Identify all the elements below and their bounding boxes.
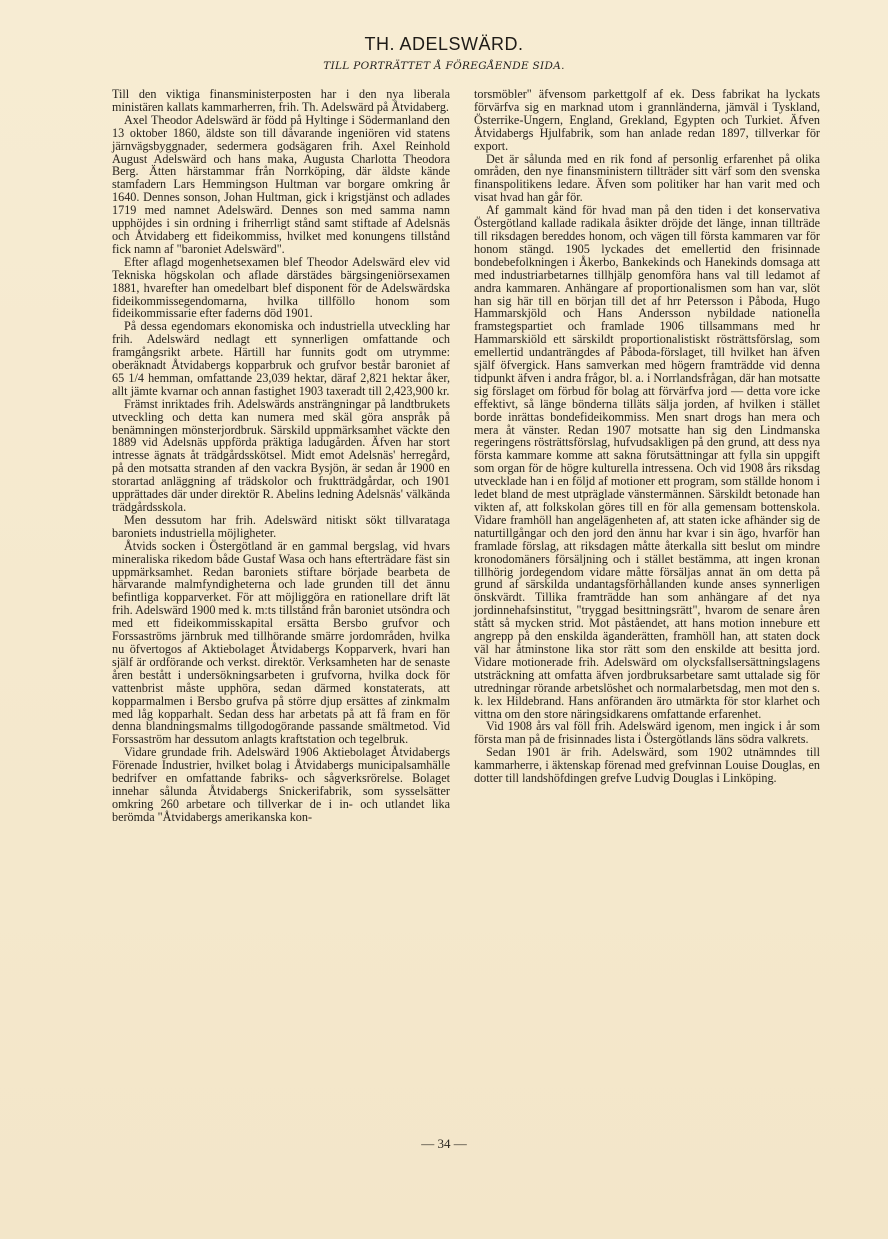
page-subtitle: TILL PORTRÄTTET Å FÖREGÅENDE SIDA.	[323, 60, 565, 72]
paragraph: Det är sålunda med en rik fond af personlig erfarenhet på olika områden, den nye finansministern tillträder sitt värf som den svenska finanspolitikens ledare. Äfven som politiker har han varit med och visat hvad han går för.	[474, 151, 820, 205]
paragraph: Åtvids socken i Östergötland är en gammal bergslag, vid hvars mineraliska rikedom både Gustaf Wasa och hans efterträdare fäst sin uppmärksamhet. Redan baroniets stiftare började bearbeta de härvarande malmfyndigheterna och lade grunden till det ännu befintliga kopparverket. För att möjliggöra en rationellare drift lät frih. Adelswärd 1900 med k. m:ts tillstånd från baroniet utsöndra och med ett fideikommisskapital ersätta Bersbo grufvor och Forssaströms järnbruk med tillhörande smärre jordområden, hvilka nu öfvertogos af Aktiebolaget Åtvidabergs Kopparverk, hvari han själf är ordförande och verkst. direktör. Verksamheten har de senaste åren bestått i undersökningsarbeten i grufvorna, hvilka dock för vattenbrist måste upphöra, sedan därmed konstaterats, att kopparmalmen i Bersbo grufva på större djup ersättes af zinkmalm med låg kopparhalt. Sedan dess har arbetats på att få fram en för denna blandningsmalms tillgodogörande passande smältmetod. Vid Forssaström har dessutom anlagts kraftstation och tegelbruk.	[112, 538, 450, 747]
paragraph: Efter aflagd mogenhetsexamen blef Theodor Adelswärd elev vid Tekniska högskolan och aflade därstädes bärgsingeniörsexamen 1881, hvarefter han omedelbart blef disponent för de Adelswärdska fideikommissegendomarna, hvilka tillföllo honom som fideikommissarie efter faderns död 1901.	[112, 254, 450, 321]
paragraph: Vid 1908 års val föll frih. Adelswärd igenom, men ingick i år som första man på de frisinnades lista i Östergötlands läns södra valkrets.	[474, 719, 820, 747]
paragraph: Sedan 1901 är frih. Adelswärd, som 1902 utnämndes till kammarherre, i äktenskap förenad med grefvinnan Louise Douglas, en dotter till landshöfdingen grefve Ludvig Douglas i Linköping.	[474, 745, 820, 786]
page-number: — 34 —	[421, 1136, 467, 1151]
left-column	[112, 88, 450, 824]
paragraph: Axel Theodor Adelswärd är född på Hyltinge i Södermanland den 13 oktober 1860, äldste son till dåvarande ingeniören vid statens järnvägsbyggnader, sedermera godsägaren frih. Axel Reinhold August Adelswärd och hans maka, Augusta Charlotta Theodora Berg. Ätten härstammar från Norrköping, där äldste kände stamfadern Lars Hemmingson Hultman var borgare omkring år 1640. Dennes sonson, Johan Hultman, gick i krigstjänst och adlades 1719 med namnet Adelswärd. Dennes son med samma namn upphöjdes i sin ordning i friherrligt stånd samt stiftade af Adelsnäs och Åtvidaberg ett fideikommiss, hvilket med konungens tillstånd fick namn af "baroniet Adelswärd".	[112, 112, 450, 256]
paragraph: Till den viktiga finansministerposten har i den nya liberala ministären kallats kammarherren, frih. Th. Adelswärd på Åtvidaberg.	[112, 87, 450, 114]
paragraph: Vidare grundade frih. Adelswärd 1906 Aktiebolaget Åtvidabergs Förenade Industrier, hvilket bolag i Åtvidabergs municipalsamhälle bedrifver en omfattande fabriks- och sågverksrörelse. Bolaget innehar sålunda Åtvidabergs Snickerifabrik, som sysselsätter omkring 260 arbetare och tillverkar de i in- och utlandet lika berömda "Åtvidabergs amerikanska kon-	[112, 745, 450, 824]
right-column	[474, 88, 820, 785]
paragraph: Främst inriktades frih. Adelswärds ansträngningar på landtbrukets utveckling och detta kan numera med skäl göra anspråk på benämningen mönsterjordbruk. Särskild uppmärksamhet väckte den 1889 vid Adelsnäs uppförda präktiga ladugården. Äfven har stort intresse ägnats åt trädgårdsskötsel. Midt emot Adelsnäs' herregård, på den motsatta stranden af den vackra Bysjön, är sedan år 1900 en storartad anläggning af trädskolor och fruktträdgårdar, och 1901 upprättades där under direktör R. Abelins ledning Adelsnäs' välkända trädgårdsskola.	[112, 396, 450, 514]
paragraph: Men dessutom har frih. Adelswärd nitiskt sökt tillvarataga baroniets industriella möjligheter.	[112, 512, 450, 540]
paragraph: På dessa egendomars ekonomiska och industriella utveckling har frih. Adelswärd nedlagt ett synnerligen omfattande och framgångsrikt arbete. Härtill har funnits godt om utrymme: oberäknadt Åtvidabergs kopparbruk och grufvor består baroniet af 65 1/4 hemman, omfattande 23,039 hektar, däraf 2,821 hektar åker, allt jämte kvarnar och annan fastighet 1903 taxeradt till 2,423,900 kr.	[112, 319, 450, 398]
paragraph: Af gammalt känd för hvad man på den tiden i det konservativa Östergötland kallade radikala åsikter dröjde det länge, innan tillträde till riksdagen bereddes honom, och vägen till första kammaren var för honom stängd. 1905 lyckades det emellertid den frisinnade bondebefolkningen i Åkerbo, Bankekinds och Hanekinds domsaga att med industriarbetarnes tillhjälp genomföra hans val till ledamot af andra kammaren. Anhängare af proportionalismen som han var, slöt han sig här till en början till det af hrr Petersson i Påboda, Hugo Hammarskjöld och Hans Andersson nybildade nationella framstegspartiet och framlade 1906 tillsammans med hr Hammarskiöld ett särskildt proportionalistiskt rösträttsförslag, som emellertid undanträngdes af Påboda-förslaget, till hvilket han äfven själf öfvergick. Hans samverkan med högern framträdde vid denna tidpunkt äfven i andra frågor, bl. a. i Norrlandsfrågan, där han motsatte sig förslaget om förbud för bolag att förvärfva jord — detta vore icke effektivt, så länge bönderna tilläts sälja jorden, af hvilken i stället borde inrättas bondefideikommiss. Men snart drogs han mera och mera åt vänster. Redan 1907 motsatte han sig den Lindmanska regeringens rösträttsförslag, hufvudsakligen på den grund, att dess nya första kammare komme att sakna förutsättningar att fylla sin uppgift som organ för de högre kulturella intressena. Och vid 1908 års riksdag utvecklade han i en följd af motioner ett program, som ställde honom i ledet bland de mest utpräglade vänstermännen. Särskildt betonade han vikten af, att folkskolan göres till en för alla gemensam bottenskola. Vidare framhöll han angelägenheten af, att staten icke afhänder sig de naturtillgångar och den jord den ännu har kvar i sin ägo, hvarför han framlade förslag, att riksdagen måtte återkalla sitt beslut om mindre kronodomäners försäljning och i stället bestämma, att ingen kronan tillhörig jordegendom vidare måtte försäljas annat än om detta på grund af särskilda undantagsförhållanden kunde anses synnerligen önskvärdt. Tillika framträdde han som anhängare af det nya jordinnehafsinstitut, "tryggad besittningsrätt", hvarom de senare åren stått så mycken strid. Mot påståendet, att hans motion inneburе ett angrepp på den enskilda äganderätten, framhöll han, att staten dock väl har åtminstone lika stor rätt som den enskilde att besitta jord. Vidare motionerade frih. Adelswärd om olycksfallsersättningslagens utsträckning att omfatta äfven jordbruksarbetare samt uttalade sig för utredningar rörande arbetslöshet och normalarbetsdag, men mot den s. k. lex Hildebrand. Hans anföranden äro utmärkta för stor klarhet och vittna om den store näringsidkarens omfattande erfarenhet.	[474, 203, 820, 721]
page-title: TH. ADELSWÄRD.	[364, 34, 524, 54]
paragraph: torsmöbler" äfvensom parkettgolf af ek. Dess fabrikat ha lyckats förvärfva sig en marknad utom i grannländerna, jämväl i Tyskland, Österrike-Ungern, England, Grekland, Egypten och Turkiet. Äfven Åtvidabergs Hjulfabrik, som han anlade redan 1897, tillverkar för export.	[474, 87, 820, 153]
